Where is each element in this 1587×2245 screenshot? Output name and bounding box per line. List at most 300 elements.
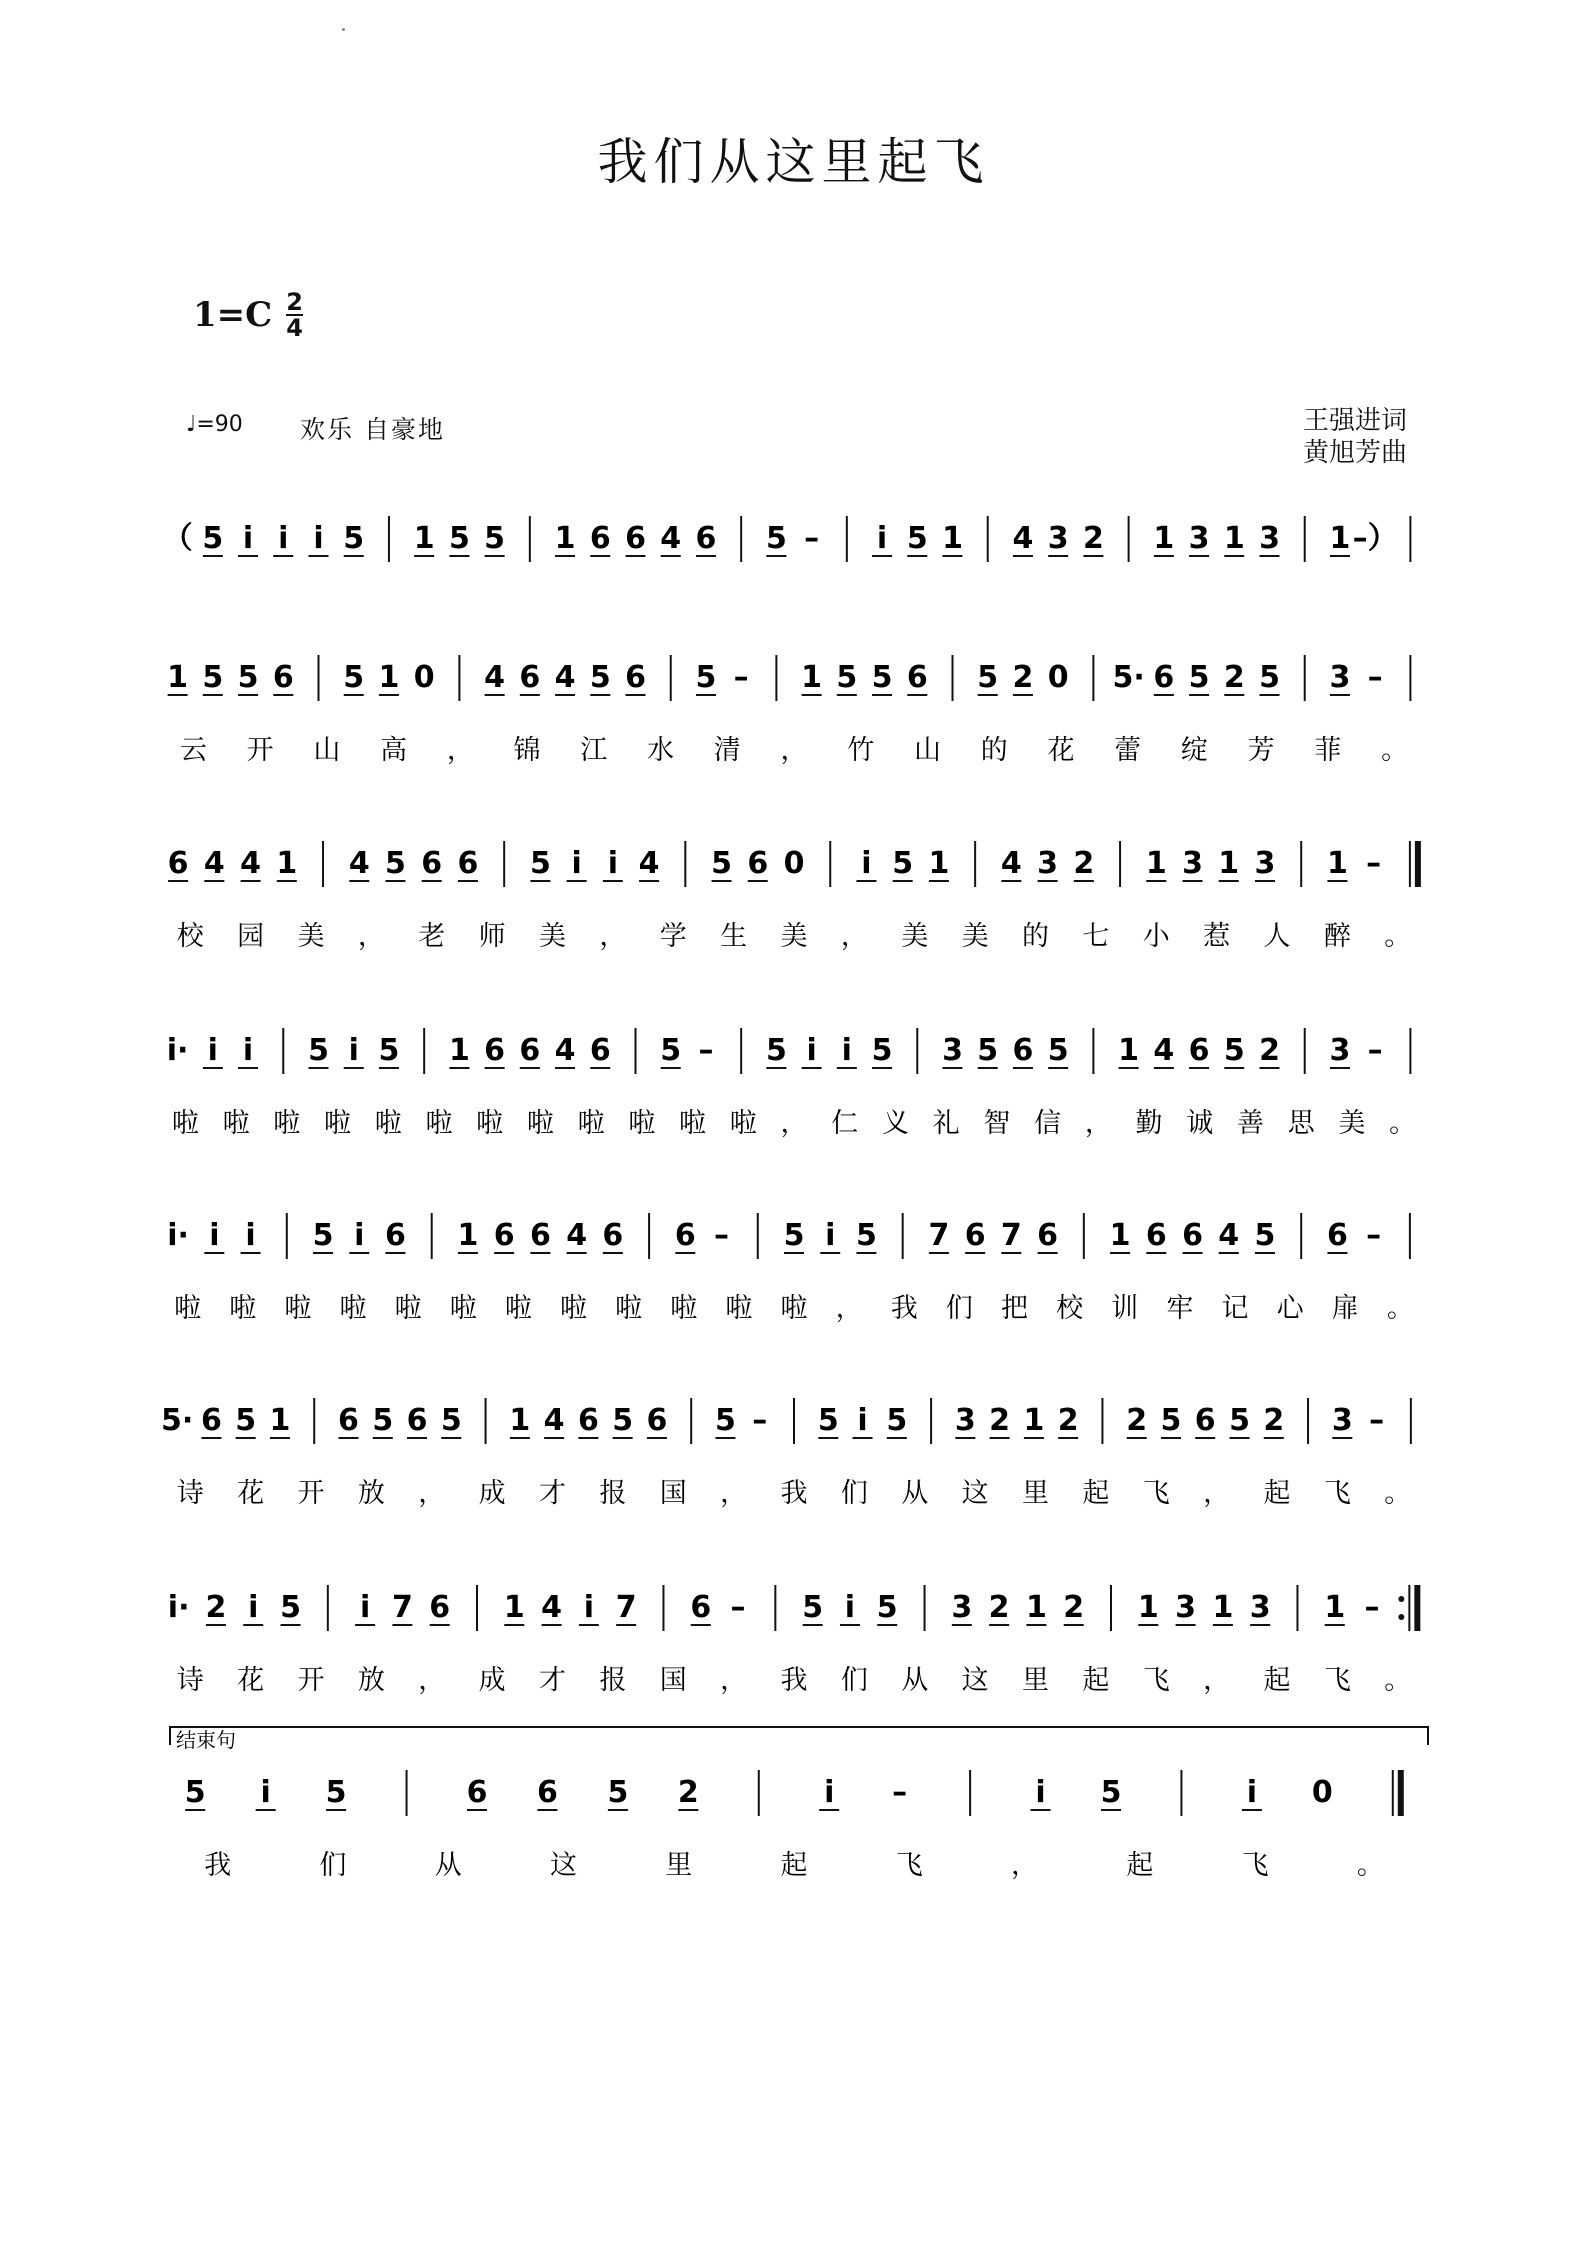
note: 1 bbox=[378, 660, 400, 695]
note: 1 bbox=[167, 660, 189, 695]
note: i bbox=[245, 1218, 256, 1253]
note: 3 bbox=[1259, 521, 1280, 556]
lyric-char: 报 bbox=[599, 1665, 627, 1696]
note: 6 bbox=[690, 1590, 712, 1625]
lyric-char: 飞 bbox=[1142, 1665, 1170, 1696]
lyric-char: 七 bbox=[1082, 921, 1110, 952]
note: 3 bbox=[1037, 846, 1059, 881]
note: 6 bbox=[493, 1218, 515, 1253]
note: 5 bbox=[783, 1218, 805, 1253]
note: 5 bbox=[312, 1218, 334, 1253]
note: 6 bbox=[272, 660, 294, 695]
lyric-char: 老 bbox=[418, 921, 446, 952]
note: 1 bbox=[1218, 846, 1240, 881]
lyric-char: 成 bbox=[478, 1665, 506, 1696]
lyric-char: 我 bbox=[890, 1293, 918, 1324]
lyric-char: 飞 bbox=[1241, 1850, 1269, 1881]
note: 5 bbox=[308, 1033, 329, 1068]
note: 1 bbox=[1109, 1218, 1131, 1253]
note: 5 bbox=[325, 1775, 347, 1810]
note: 2 bbox=[989, 1403, 1011, 1438]
note: 1 bbox=[448, 1033, 470, 1068]
lyric-char: 国 bbox=[659, 1665, 687, 1696]
note: 7 bbox=[1000, 1218, 1022, 1253]
note: 4 bbox=[348, 846, 370, 881]
note: i bbox=[861, 846, 872, 881]
coda-label: 结束句 bbox=[176, 1728, 236, 1752]
note: 6 bbox=[484, 1033, 506, 1068]
lyric-char: 飞 bbox=[895, 1850, 923, 1881]
lyric-char: 啦 bbox=[615, 1293, 643, 1324]
note: 5 bbox=[1259, 660, 1280, 695]
lyric-char: 牢 bbox=[1166, 1293, 1194, 1324]
note: 6 bbox=[529, 1218, 551, 1253]
lyric-char: 。 bbox=[1356, 1850, 1384, 1881]
lyric-char: 起 bbox=[1263, 1478, 1291, 1509]
note: 1 bbox=[457, 1218, 479, 1253]
lyric-char: 的 bbox=[1022, 921, 1050, 952]
note: – bbox=[804, 521, 820, 556]
note: 6 bbox=[429, 1590, 451, 1625]
note: 5 bbox=[876, 1590, 898, 1625]
note: i bbox=[260, 1775, 271, 1810]
note: i bbox=[248, 1590, 259, 1625]
note: 5 bbox=[202, 660, 224, 695]
note: – bbox=[714, 1218, 730, 1253]
note: 4 bbox=[543, 1403, 565, 1438]
note: 5 bbox=[1188, 660, 1210, 695]
lyric-char: ， bbox=[418, 1478, 446, 1509]
note: 5 bbox=[886, 1403, 908, 1438]
lyric-char: 山 bbox=[913, 735, 941, 766]
lyric-char: 从 bbox=[434, 1850, 462, 1881]
note: 2 bbox=[1259, 1033, 1280, 1068]
lyric-char: 啦 bbox=[504, 1293, 532, 1324]
note: – bbox=[1366, 846, 1382, 881]
lyric-char: 啦 bbox=[679, 1108, 707, 1139]
note: 2 bbox=[1057, 1403, 1079, 1438]
lyric-char: 思 bbox=[1287, 1108, 1315, 1139]
lyric-char: 菲 bbox=[1314, 735, 1342, 766]
lyric-char: 起 bbox=[780, 1850, 808, 1881]
note: 2 bbox=[988, 1590, 1010, 1625]
note: 1 bbox=[1223, 521, 1245, 556]
note: – bbox=[733, 660, 749, 695]
lyric-char: 美 bbox=[1338, 1108, 1366, 1139]
note: 4 bbox=[240, 846, 262, 881]
note: 3 bbox=[1329, 660, 1351, 695]
note: 0 bbox=[413, 660, 435, 695]
lyric-char: 起 bbox=[1082, 1665, 1110, 1696]
note: 5 bbox=[856, 1218, 877, 1253]
lyric-char: 训 bbox=[1111, 1293, 1139, 1324]
lyric-char: 山 bbox=[313, 735, 341, 766]
lyric-char: 。 bbox=[1384, 1665, 1412, 1696]
note: – bbox=[1367, 660, 1383, 695]
time-denominator: 4 bbox=[286, 314, 303, 342]
note: 6 bbox=[589, 1033, 611, 1068]
note: 4 bbox=[638, 846, 660, 881]
song-title: 我们从这里起飞 bbox=[597, 133, 990, 191]
lyric-char: 智 bbox=[983, 1108, 1011, 1139]
note: i bbox=[242, 1033, 254, 1068]
lyric-char: 开 bbox=[297, 1665, 325, 1696]
note: 1 bbox=[276, 846, 298, 881]
note: i bbox=[841, 1033, 852, 1068]
lyric-char: 啦 bbox=[339, 1293, 367, 1324]
note: 5 bbox=[280, 1590, 301, 1625]
note: 5 bbox=[235, 1403, 257, 1438]
lyric-char: 啦 bbox=[394, 1293, 422, 1324]
note: 1 bbox=[554, 521, 576, 556]
note: 5 bbox=[802, 1590, 824, 1625]
note: i bbox=[359, 1590, 371, 1625]
lyric-char: 我 bbox=[780, 1478, 808, 1509]
barline bbox=[1393, 1770, 1401, 1816]
lyric-char: 们 bbox=[840, 1478, 868, 1509]
lyric-char: 啦 bbox=[628, 1108, 656, 1139]
lyric-char: 我 bbox=[204, 1850, 232, 1881]
lyric-char: ， bbox=[1084, 1108, 1112, 1139]
note: 5· bbox=[1112, 660, 1145, 695]
lyric-char: 美 bbox=[961, 921, 989, 952]
lyric-char: 飞 bbox=[1142, 1478, 1170, 1509]
note: 6 bbox=[200, 1403, 222, 1438]
note: 6 bbox=[385, 1218, 406, 1253]
lyric-char: 起 bbox=[1082, 1478, 1110, 1509]
note: 0 bbox=[783, 846, 805, 881]
lyric-char: 校 bbox=[176, 921, 204, 952]
note: 6 bbox=[1037, 1218, 1059, 1253]
note: 6 bbox=[457, 846, 479, 881]
note: 5 bbox=[871, 1033, 893, 1068]
lyric-char: ， bbox=[418, 1665, 446, 1696]
note: 4 bbox=[1012, 521, 1034, 556]
note: 6 bbox=[589, 521, 611, 556]
lyric-char: 心 bbox=[1276, 1293, 1304, 1324]
note: 1 bbox=[509, 1403, 531, 1438]
note: 2 bbox=[677, 1775, 699, 1810]
lyric-char: 啦 bbox=[725, 1293, 753, 1324]
note: 6 bbox=[602, 1218, 624, 1253]
lyric-char: 云 bbox=[179, 735, 207, 766]
lyric-char: 小 bbox=[1142, 921, 1170, 952]
lyric-char: 花 bbox=[237, 1665, 265, 1696]
lyric-char: ， bbox=[780, 1108, 808, 1139]
note: 5 bbox=[372, 1403, 394, 1438]
note: 5 bbox=[343, 521, 365, 556]
note: i bbox=[806, 1033, 817, 1068]
lyric-char: ， bbox=[780, 735, 808, 766]
lyric-char: 飞 bbox=[1323, 1478, 1351, 1509]
note: 2 bbox=[1263, 1403, 1285, 1438]
note: i bbox=[207, 1033, 218, 1068]
note: 4 bbox=[1218, 1218, 1240, 1253]
note: 6 bbox=[625, 521, 646, 556]
note: i bbox=[857, 1403, 868, 1438]
note: 6 bbox=[964, 1218, 986, 1253]
note: 1 bbox=[269, 1403, 291, 1438]
note: 5 bbox=[184, 1775, 206, 1810]
note: – bbox=[730, 1590, 746, 1625]
note: 1 bbox=[1023, 1403, 1045, 1438]
lyric-char: ， bbox=[1203, 1478, 1231, 1509]
note: 5· bbox=[160, 1403, 194, 1438]
lyric-char: 学 bbox=[659, 921, 687, 952]
time-numerator: 2 bbox=[286, 288, 303, 316]
note: 6 bbox=[519, 1033, 541, 1068]
lyric-char: 啦 bbox=[449, 1293, 477, 1324]
lyric-char: 啦 bbox=[374, 1108, 402, 1139]
lyric-char: 校 bbox=[1056, 1293, 1084, 1324]
note: 5 bbox=[589, 660, 611, 695]
note: 1 bbox=[413, 521, 435, 556]
lyric-char: 锦 bbox=[513, 735, 541, 766]
lyric-char: 们 bbox=[945, 1293, 973, 1324]
lyric-char: 诚 bbox=[1186, 1108, 1214, 1139]
note: 6 bbox=[1188, 1033, 1210, 1068]
note: 3 bbox=[1329, 1033, 1351, 1068]
note: 5 bbox=[1160, 1403, 1182, 1438]
note: 2 bbox=[1082, 521, 1104, 556]
note: 0 bbox=[1047, 660, 1069, 695]
lyric-char: 美 bbox=[297, 921, 325, 952]
note: 5 bbox=[711, 846, 732, 881]
lyric-char: 扉 bbox=[1331, 1293, 1359, 1324]
note: 5 bbox=[817, 1403, 839, 1438]
lyric-char: ， bbox=[720, 1665, 748, 1696]
lyric-char: 竹 bbox=[847, 735, 875, 766]
note: 5 bbox=[695, 660, 717, 695]
note: 2 bbox=[1126, 1403, 1148, 1438]
note: i· bbox=[167, 1590, 190, 1625]
lyric-char: 从 bbox=[901, 1478, 929, 1509]
note: 1 bbox=[1118, 1033, 1140, 1068]
note: 6 bbox=[338, 1403, 359, 1438]
note: i bbox=[824, 1775, 835, 1810]
lyric-char: 信 bbox=[1034, 1108, 1062, 1139]
lyric-char: 醉 bbox=[1323, 921, 1351, 952]
expression-marking: 欢乐 自豪地 bbox=[300, 415, 445, 444]
note: 5 bbox=[440, 1403, 462, 1438]
lyric-char: 啦 bbox=[171, 1108, 199, 1139]
lyric-char: 啦 bbox=[425, 1108, 453, 1139]
lyric-char: 啦 bbox=[273, 1108, 301, 1139]
lyric-char: 花 bbox=[237, 1478, 265, 1509]
note: 1 bbox=[1153, 521, 1175, 556]
lyric-char: 义 bbox=[881, 1108, 909, 1139]
tempo-marking: ♩=90 bbox=[186, 412, 243, 437]
lyric-char: 成 bbox=[478, 1478, 506, 1509]
lyric-char: 啦 bbox=[174, 1293, 202, 1324]
note: 3 bbox=[1249, 1590, 1271, 1625]
lyric-char: 这 bbox=[961, 1665, 989, 1696]
lyric-char: 江 bbox=[580, 735, 608, 766]
note: i bbox=[825, 1218, 836, 1253]
note: i bbox=[278, 521, 289, 556]
note: – bbox=[752, 1403, 768, 1438]
note: i· bbox=[167, 1218, 189, 1253]
lyric-char: 礼 bbox=[932, 1108, 960, 1139]
lyric-char: 美 bbox=[780, 921, 808, 952]
note: 2 bbox=[1073, 846, 1095, 881]
note: i· bbox=[166, 1033, 189, 1068]
note: 6 bbox=[577, 1403, 599, 1438]
note: 1 bbox=[1329, 521, 1351, 556]
lyric-char: ， bbox=[1011, 1850, 1039, 1881]
lyric-char: ， bbox=[1203, 1665, 1231, 1696]
lyric-char: 高 bbox=[380, 735, 408, 766]
note: 5 bbox=[836, 660, 858, 695]
note: 3 bbox=[1047, 521, 1069, 556]
lyric-char: 里 bbox=[1022, 1478, 1050, 1509]
note: 5 bbox=[977, 660, 999, 695]
note: 3 bbox=[954, 1403, 976, 1438]
note: – bbox=[1364, 1590, 1380, 1625]
note: i bbox=[242, 521, 254, 556]
note: – bbox=[698, 1033, 714, 1068]
lyric-char: 的 bbox=[980, 735, 1008, 766]
note: –） bbox=[1352, 521, 1398, 556]
note: 6 bbox=[1012, 1033, 1034, 1068]
note: 4 bbox=[554, 1033, 576, 1068]
lyric-char: 飞 bbox=[1323, 1665, 1351, 1696]
barline bbox=[1398, 1585, 1417, 1631]
note: 2 bbox=[1012, 660, 1034, 695]
lyric-char: 我 bbox=[780, 1665, 808, 1696]
note: i bbox=[1246, 1775, 1258, 1810]
lyric-char: 这 bbox=[549, 1850, 577, 1881]
lyric-char: ， bbox=[720, 1478, 748, 1509]
note: – bbox=[1369, 1403, 1385, 1438]
note: 7 bbox=[615, 1590, 637, 1625]
lyric-char: 啦 bbox=[729, 1108, 757, 1139]
note: 5 bbox=[765, 521, 787, 556]
lyric-char: 美 bbox=[538, 921, 566, 952]
note: i bbox=[209, 1218, 220, 1253]
note: 5 bbox=[906, 521, 928, 556]
note: 1 bbox=[928, 846, 950, 881]
lyric-char: 啦 bbox=[324, 1108, 352, 1139]
note: 5 bbox=[448, 521, 470, 556]
lyric-char: 把 bbox=[1001, 1293, 1029, 1324]
lyricist-credit: 王强进词 bbox=[1302, 406, 1407, 436]
note: i bbox=[571, 846, 582, 881]
note: 4 bbox=[1153, 1033, 1175, 1068]
lyric-char: 才 bbox=[538, 1478, 566, 1509]
note: （ bbox=[162, 521, 193, 556]
note: 3 bbox=[1175, 1590, 1197, 1625]
note: 6 bbox=[1182, 1218, 1203, 1253]
lyric-char: 美 bbox=[901, 921, 929, 952]
note: 4 bbox=[484, 660, 506, 695]
note: 4 bbox=[1000, 846, 1022, 881]
lyric-char: 。 bbox=[1381, 735, 1409, 766]
lyric-char: 开 bbox=[297, 1478, 325, 1509]
note: 6 bbox=[167, 846, 189, 881]
coda-bracket bbox=[170, 1727, 1428, 1745]
lyric-char: 人 bbox=[1263, 921, 1291, 952]
note: 5 bbox=[871, 660, 893, 695]
lyric-char: 啦 bbox=[229, 1293, 257, 1324]
lyric-char: 诗 bbox=[176, 1478, 204, 1509]
note: 6 bbox=[466, 1775, 488, 1810]
lyric-char: 里 bbox=[1022, 1665, 1050, 1696]
lyric-char: 师 bbox=[478, 921, 506, 952]
lyric-char: 。 bbox=[1384, 921, 1412, 952]
note: 5 bbox=[607, 1775, 629, 1810]
lyric-char: 诗 bbox=[176, 1665, 204, 1696]
note: 5 bbox=[378, 1033, 400, 1068]
lyric-char: 啦 bbox=[222, 1108, 250, 1139]
note: 6 bbox=[421, 846, 443, 881]
note: 5 bbox=[343, 660, 365, 695]
note: i bbox=[354, 1218, 365, 1253]
note: 1 bbox=[1025, 1590, 1047, 1625]
note: 5 bbox=[1229, 1403, 1250, 1438]
note: 1 bbox=[1326, 846, 1348, 881]
lyric-char: ， bbox=[835, 1293, 863, 1324]
lyric-char: 们 bbox=[319, 1850, 347, 1881]
lyric-char: 啦 bbox=[559, 1293, 587, 1324]
note: i bbox=[844, 1590, 856, 1625]
note: 5 bbox=[1047, 1033, 1069, 1068]
lyric-char: 放 bbox=[357, 1478, 385, 1509]
note: 5 bbox=[612, 1403, 634, 1438]
note: 2 bbox=[1223, 660, 1245, 695]
note: 3 bbox=[1182, 846, 1203, 881]
note: 0 bbox=[1311, 1775, 1333, 1810]
note: 2 bbox=[205, 1590, 227, 1625]
lyric-char: 开 bbox=[246, 735, 274, 766]
note: 1 bbox=[1137, 1590, 1159, 1625]
lyric-char: 啦 bbox=[284, 1293, 312, 1324]
barline bbox=[1410, 841, 1418, 887]
note: 5 bbox=[660, 1033, 682, 1068]
note: 3 bbox=[942, 1033, 963, 1068]
lyric-char: 仁 bbox=[831, 1108, 859, 1139]
note: 5 bbox=[529, 846, 551, 881]
note: 1 bbox=[1145, 846, 1167, 881]
composer-credit: 黄旭芳曲 bbox=[1302, 438, 1407, 468]
lyric-char: 。 bbox=[1386, 1293, 1414, 1324]
lyric-char: 勤 bbox=[1135, 1108, 1163, 1139]
lyric-char: 里 bbox=[665, 1850, 693, 1881]
lyric-char: 。 bbox=[1384, 1478, 1412, 1509]
lyric-char: 国 bbox=[659, 1478, 687, 1509]
lyric-char: 才 bbox=[538, 1665, 566, 1696]
note: 3 bbox=[1254, 846, 1276, 881]
lyric-char: 善 bbox=[1236, 1108, 1264, 1139]
note: 2 bbox=[1063, 1590, 1085, 1625]
note: 1 bbox=[503, 1590, 525, 1625]
note: 4 bbox=[203, 846, 225, 881]
note: i bbox=[313, 521, 324, 556]
note: 6 bbox=[1326, 1218, 1348, 1253]
note: 4 bbox=[554, 660, 576, 695]
lyric-char: 放 bbox=[357, 1665, 385, 1696]
key-label: 1=C bbox=[193, 295, 273, 335]
lyric-char: 水 bbox=[647, 735, 675, 766]
lyric-char: 啦 bbox=[670, 1293, 698, 1324]
note: 6 bbox=[695, 521, 717, 556]
note: 5 bbox=[1223, 1033, 1245, 1068]
note: 5 bbox=[385, 846, 406, 881]
note: 5 bbox=[237, 660, 259, 695]
note: – bbox=[1367, 1033, 1383, 1068]
lyric-char: 惹 bbox=[1203, 921, 1231, 952]
lyric-char: 生 bbox=[720, 921, 748, 952]
